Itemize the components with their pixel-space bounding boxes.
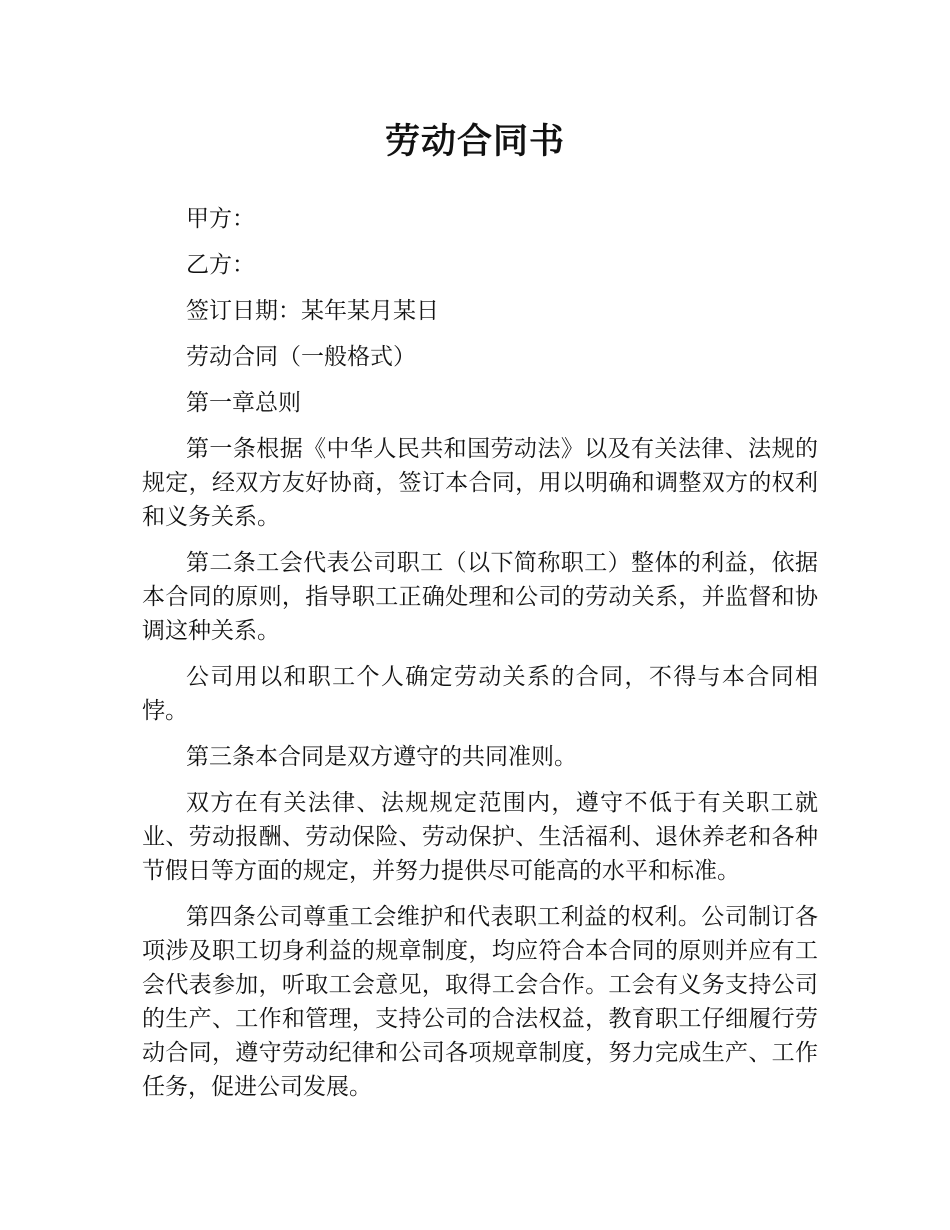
chapter-heading: 第一章总则 [186,390,301,416]
document-body [142,202,818,1116]
party-a-line: 甲方： [186,206,255,232]
signing-date-line: 签订日期：某年某月某日 [186,298,439,324]
article-3: 第三条本合同是双方遵守的共同准则。 [186,744,577,770]
document-title: 劳动合同书 [384,122,565,162]
article-3-supplement: 双方在有关法律、法规规定范围内，遵守不低于有关职工就业、劳动报酬、劳动保险、劳动保护、生活福利、退休养老和各种节假日等方面的规定，并努力提供尽可能高的水平和标准。 [142,790,818,884]
article-2-supplement: 公司用以和职工个人确定劳动关系的合同，不得与本合同相悖。 [142,664,818,724]
party-b-line: 乙方： [186,252,255,278]
article-2: 第二条工会代表公司职工（以下简称职工）整体的利益，依据本合同的原则，指导职工正确处理和公司的劳动关系，并监督和协调这种关系。 [142,550,818,644]
contract-format-line: 劳动合同（一般格式） [186,344,416,370]
article-4: 第四条公司尊重工会维护和代表职工利益的权利。公司制订各项涉及职工切身利益的规章制度，均应符合本合同的原则并应有工会代表参加，听取工会意见，取得工会合作。工会有义务支持公司的生产、工作和管理，支持公司的合法权益，教育职工仔细履行劳动合同，遵守劳动纪律和公司各项规章制度，努力完成生产、工作任务，促进公司发展。 [142,904,818,1100]
article-1: 第一条根据《中华人民共和国劳动法》以及有关法律、法规的规定，经双方友好协商，签订本合同，用以明确和调整双方的权利和义务关系。 [142,436,818,530]
